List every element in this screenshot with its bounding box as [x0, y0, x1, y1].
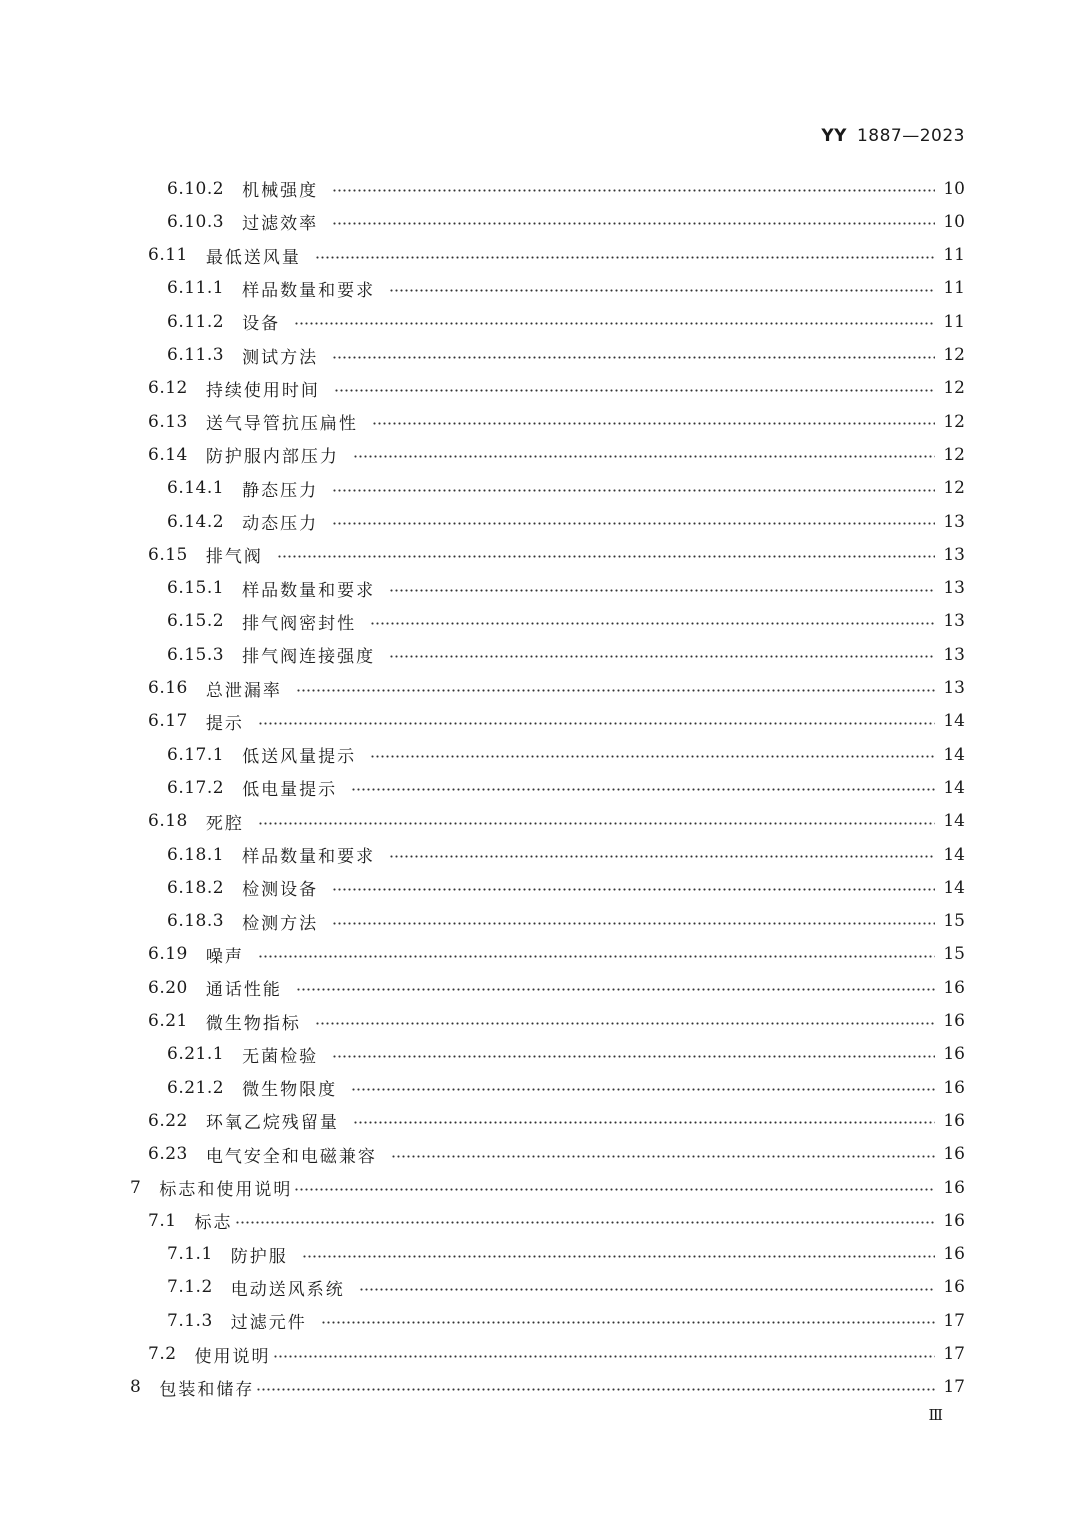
toc-entry-page: 14: [943, 844, 965, 865]
dot-leader: [258, 722, 936, 725]
toc-entry-title: 微生物指标: [205, 1013, 301, 1034]
toc-entry[interactable]: [167, 472, 965, 505]
toc-entry-title: 低送风量提示: [242, 747, 357, 768]
toc-entry-title: 排气阀密封性: [242, 613, 357, 634]
toc-entry-number: 6.17.2: [167, 777, 225, 798]
dot-leader: [315, 1022, 936, 1025]
toc-entry-title: 动态压力: [242, 514, 319, 534]
toc-entry-title: 静态压力: [242, 480, 319, 501]
dot-leader: [389, 289, 935, 292]
toc-entry[interactable]: [148, 538, 965, 571]
toc-entry[interactable]: [148, 438, 965, 471]
toc-entry-page: 14: [943, 711, 965, 732]
toc-entry-title: 死腔: [205, 813, 244, 834]
toc-entry[interactable]: [167, 1304, 965, 1337]
toc-entry-number: 7.1: [148, 1210, 177, 1231]
toc-entry[interactable]: [148, 805, 965, 838]
dot-leader: [332, 356, 935, 359]
toc-entry-number: 6.18.2: [167, 877, 225, 898]
toc-entry-number: 6.11: [148, 245, 188, 266]
toc-entry-page: 16: [943, 1011, 965, 1031]
toc-entry-page: 13: [943, 644, 965, 665]
toc-entry-number: 7.1.1: [167, 1244, 213, 1265]
toc-entry-number: 6.18: [148, 811, 188, 832]
dot-leader: [332, 922, 935, 925]
toc-entry-number: 6.13: [148, 411, 188, 432]
toc-entry-page: 16: [943, 1077, 965, 1098]
toc-entry-title: 过滤效率: [242, 214, 319, 235]
toc-entry[interactable]: [167, 638, 965, 671]
toc-entry-title: 总泄漏率: [205, 680, 282, 701]
toc-entry-title: 送气导管抗压扁性: [205, 414, 358, 435]
toc-entry[interactable]: [167, 1271, 965, 1304]
toc-entry-number: 7.1.3: [167, 1310, 213, 1331]
toc-entry-page: 16: [943, 1110, 965, 1131]
toc-entry-number: 7.1.2: [167, 1277, 213, 1298]
dot-leader: [334, 389, 936, 392]
dot-leader: [332, 522, 935, 525]
dot-leader: [302, 1255, 936, 1258]
dot-leader: [273, 1355, 936, 1358]
toc-entry-number: 6.14.2: [167, 511, 225, 532]
dot-leader: [332, 888, 935, 891]
dot-leader: [315, 256, 936, 259]
toc-entry[interactable]: [167, 505, 965, 538]
toc-entry[interactable]: [148, 239, 965, 272]
toc-entry[interactable]: [167, 1238, 965, 1271]
dot-leader: [332, 489, 935, 492]
toc-entry-title: 微生物限度: [242, 1080, 338, 1101]
toc-entry-title: 检测设备: [242, 880, 319, 901]
toc-entry[interactable]: [148, 1204, 965, 1237]
toc-entry-title: 环氧乙烷残留量: [205, 1113, 339, 1134]
toc-entry[interactable]: [148, 372, 965, 405]
dot-leader: [332, 222, 935, 225]
toc-entry-title: 防护服: [230, 1246, 288, 1267]
toc-entry-number: 6.19: [148, 944, 188, 965]
toc-entry-title: 通话性能: [205, 980, 282, 1001]
dot-leader: [389, 655, 935, 658]
toc-entry-page: 14: [943, 744, 965, 765]
dot-leader: [370, 622, 935, 625]
toc-entry-page: 14: [943, 877, 965, 898]
toc-entry[interactable]: [148, 971, 965, 1004]
toc-entry[interactable]: [167, 272, 965, 305]
toc-entry-title: 机械强度: [242, 181, 319, 201]
dot-leader: [258, 955, 936, 958]
dot-leader: [296, 689, 936, 692]
toc-entry[interactable]: [167, 905, 965, 938]
toc-entry-number: 6.15.2: [167, 611, 225, 632]
toc-entry-page: 12: [943, 444, 965, 465]
toc-entry-page: 13: [943, 578, 965, 599]
toc-entry-title: 电气安全和电磁兼容: [205, 1146, 377, 1167]
toc-entry-number: 6.14: [148, 444, 188, 465]
toc-entry-title: 持续使用时间: [205, 380, 320, 401]
dot-leader: [235, 1221, 936, 1224]
toc-entry-page: 16: [943, 977, 965, 998]
toc-entry[interactable]: [167, 172, 965, 205]
toc-entry-title: 电动送风系统: [230, 1279, 345, 1300]
toc-entry[interactable]: [167, 1038, 965, 1071]
standard-code: YY: [821, 126, 847, 146]
toc-entry-number: 6.11.3: [167, 345, 225, 365]
toc-entry-title: 低电量提示: [242, 780, 338, 801]
dot-leader: [321, 1321, 936, 1324]
toc-entry-title: 噪声: [205, 946, 244, 967]
toc-entry-title: 标志和使用说明: [159, 1180, 293, 1200]
toc-entry[interactable]: [148, 938, 965, 971]
toc-entry-page: 13: [943, 544, 965, 565]
toc-entry-page: 16: [943, 1244, 965, 1265]
toc-entry-number: 6.11.1: [167, 278, 225, 299]
toc-entry-page: 16: [943, 1177, 965, 1198]
toc-entry-page: 17: [943, 1377, 965, 1398]
dot-leader: [332, 1055, 935, 1058]
toc-entry-number: 6.15.1: [167, 578, 225, 599]
toc-entry-title: 防护服内部压力: [205, 447, 339, 468]
toc-entry[interactable]: [167, 1071, 965, 1104]
toc-entry[interactable]: [167, 205, 965, 238]
toc-entry-title: 排气阀连接强度: [242, 647, 376, 668]
toc-entry[interactable]: [167, 738, 965, 771]
toc-entry[interactable]: [167, 771, 965, 804]
standard-number: 1887—2023: [856, 126, 965, 146]
dot-leader: [256, 1388, 935, 1391]
toc-entry-number: 6.11.2: [167, 311, 225, 332]
dot-leader: [389, 855, 935, 858]
dot-leader: [389, 589, 935, 592]
dot-leader: [332, 189, 935, 192]
toc-entry[interactable]: [167, 838, 965, 871]
toc-entry-page: 16: [943, 1210, 965, 1231]
dot-leader: [294, 322, 935, 325]
dot-leader: [353, 455, 936, 458]
toc-entry-title: 排气阀: [205, 547, 263, 568]
toc-entry-page: 16: [943, 1277, 965, 1298]
toc-entry-number: 6.14.1: [167, 478, 225, 499]
toc-entry-page: 12: [943, 378, 965, 399]
toc-entry[interactable]: [148, 1338, 965, 1371]
toc-entry-page: 14: [943, 777, 965, 798]
dot-leader: [351, 788, 935, 791]
toc-entry-number: 6.18.1: [167, 844, 225, 865]
toc-entry-number: 8: [130, 1377, 142, 1398]
document-header: [821, 126, 965, 146]
toc-entry-page: 11: [943, 245, 965, 266]
toc-entry-number: 7.2: [148, 1344, 177, 1364]
toc-entry-number: 6.22: [148, 1110, 188, 1131]
toc-entry-number: 6.17.1: [167, 744, 225, 765]
toc-entry-title: 设备: [242, 314, 281, 335]
toc-entry-title: 过滤元件: [230, 1313, 307, 1334]
toc-entry-number: 6.21.1: [167, 1044, 225, 1065]
toc-entry-page: 12: [943, 411, 965, 432]
toc-entry[interactable]: [167, 305, 965, 338]
toc-entry[interactable]: [148, 1005, 965, 1038]
dot-leader: [359, 1288, 936, 1291]
toc-entry-title: 样品数量和要求: [242, 280, 376, 301]
toc-entry[interactable]: [148, 672, 965, 705]
toc-entry-page: 16: [943, 1044, 965, 1065]
toc-entry-number: 6.21.2: [167, 1077, 225, 1098]
toc-entry-number: 6.16: [148, 678, 188, 698]
toc-entry-title: 最低送风量: [205, 247, 301, 268]
dot-leader: [296, 988, 936, 991]
toc-entry-number: 6.10.3: [167, 211, 225, 232]
toc-entry-number: 6.17: [148, 711, 188, 732]
dot-leader: [370, 755, 935, 758]
toc-entry-number: 6.21: [148, 1011, 188, 1031]
toc-entry[interactable]: [167, 572, 965, 605]
dot-leader: [294, 1188, 935, 1191]
toc-entry-number: 6.18.3: [167, 911, 225, 932]
toc-entry-page: 13: [943, 611, 965, 632]
toc-entry-title: 使用说明: [194, 1346, 271, 1367]
toc-entry-page: 13: [943, 678, 965, 698]
toc-entry-page: 10: [943, 211, 965, 232]
toc-entry-number: 6.23: [148, 1144, 188, 1165]
toc-entry-page: 13: [943, 511, 965, 532]
toc-entry-page: 12: [943, 345, 965, 365]
dot-leader: [258, 822, 936, 825]
toc-entry-title: 样品数量和要求: [242, 847, 376, 867]
toc-entry-title: 样品数量和要求: [242, 580, 376, 601]
toc-entry-number: 6.20: [148, 977, 188, 998]
toc-entry-page: 11: [943, 311, 965, 332]
toc-entry-page: 15: [943, 911, 965, 932]
dot-leader: [277, 555, 936, 558]
toc-entry-page: 16: [943, 1144, 965, 1165]
toc-entry[interactable]: [167, 339, 965, 372]
toc-entry[interactable]: [148, 1138, 965, 1171]
dot-leader: [372, 422, 936, 425]
dot-leader: [351, 1088, 935, 1091]
toc-entry-page: 12: [943, 478, 965, 499]
toc-entry-page: 11: [943, 278, 965, 299]
toc-entry-number: 7: [130, 1177, 142, 1198]
toc-entry-number: 6.15.3: [167, 644, 225, 665]
toc-entry-page: 10: [943, 178, 965, 199]
toc-entry-title: 检测方法: [242, 913, 319, 934]
toc-entry-page: 17: [943, 1344, 965, 1364]
toc-entry-page: 15: [943, 944, 965, 965]
toc-entry[interactable]: [130, 1171, 965, 1204]
toc-entry-page: 14: [943, 811, 965, 832]
toc-entry[interactable]: [148, 405, 965, 438]
toc-entry-page: 17: [943, 1310, 965, 1331]
toc-entry-title: 提示: [205, 713, 244, 734]
toc-entry[interactable]: [148, 1104, 965, 1137]
page-number: Ⅲ: [928, 1406, 942, 1424]
toc-entry-number: 6.15: [148, 544, 188, 565]
toc-entry[interactable]: [130, 1371, 965, 1404]
toc-entry-number: 6.12: [148, 378, 188, 399]
toc-entry-title: 测试方法: [242, 347, 319, 368]
toc-entry-title: 无菌检验: [242, 1046, 319, 1067]
toc-entry[interactable]: [148, 705, 965, 738]
dot-leader: [353, 1121, 936, 1124]
toc-entry-title: 包装和储存: [159, 1379, 255, 1400]
dot-leader: [391, 1155, 936, 1158]
toc-entry-number: 6.10.2: [167, 178, 225, 199]
toc-entry[interactable]: [167, 871, 965, 904]
toc-entry[interactable]: [167, 605, 965, 638]
toc-entry-title: 标志: [194, 1213, 233, 1234]
